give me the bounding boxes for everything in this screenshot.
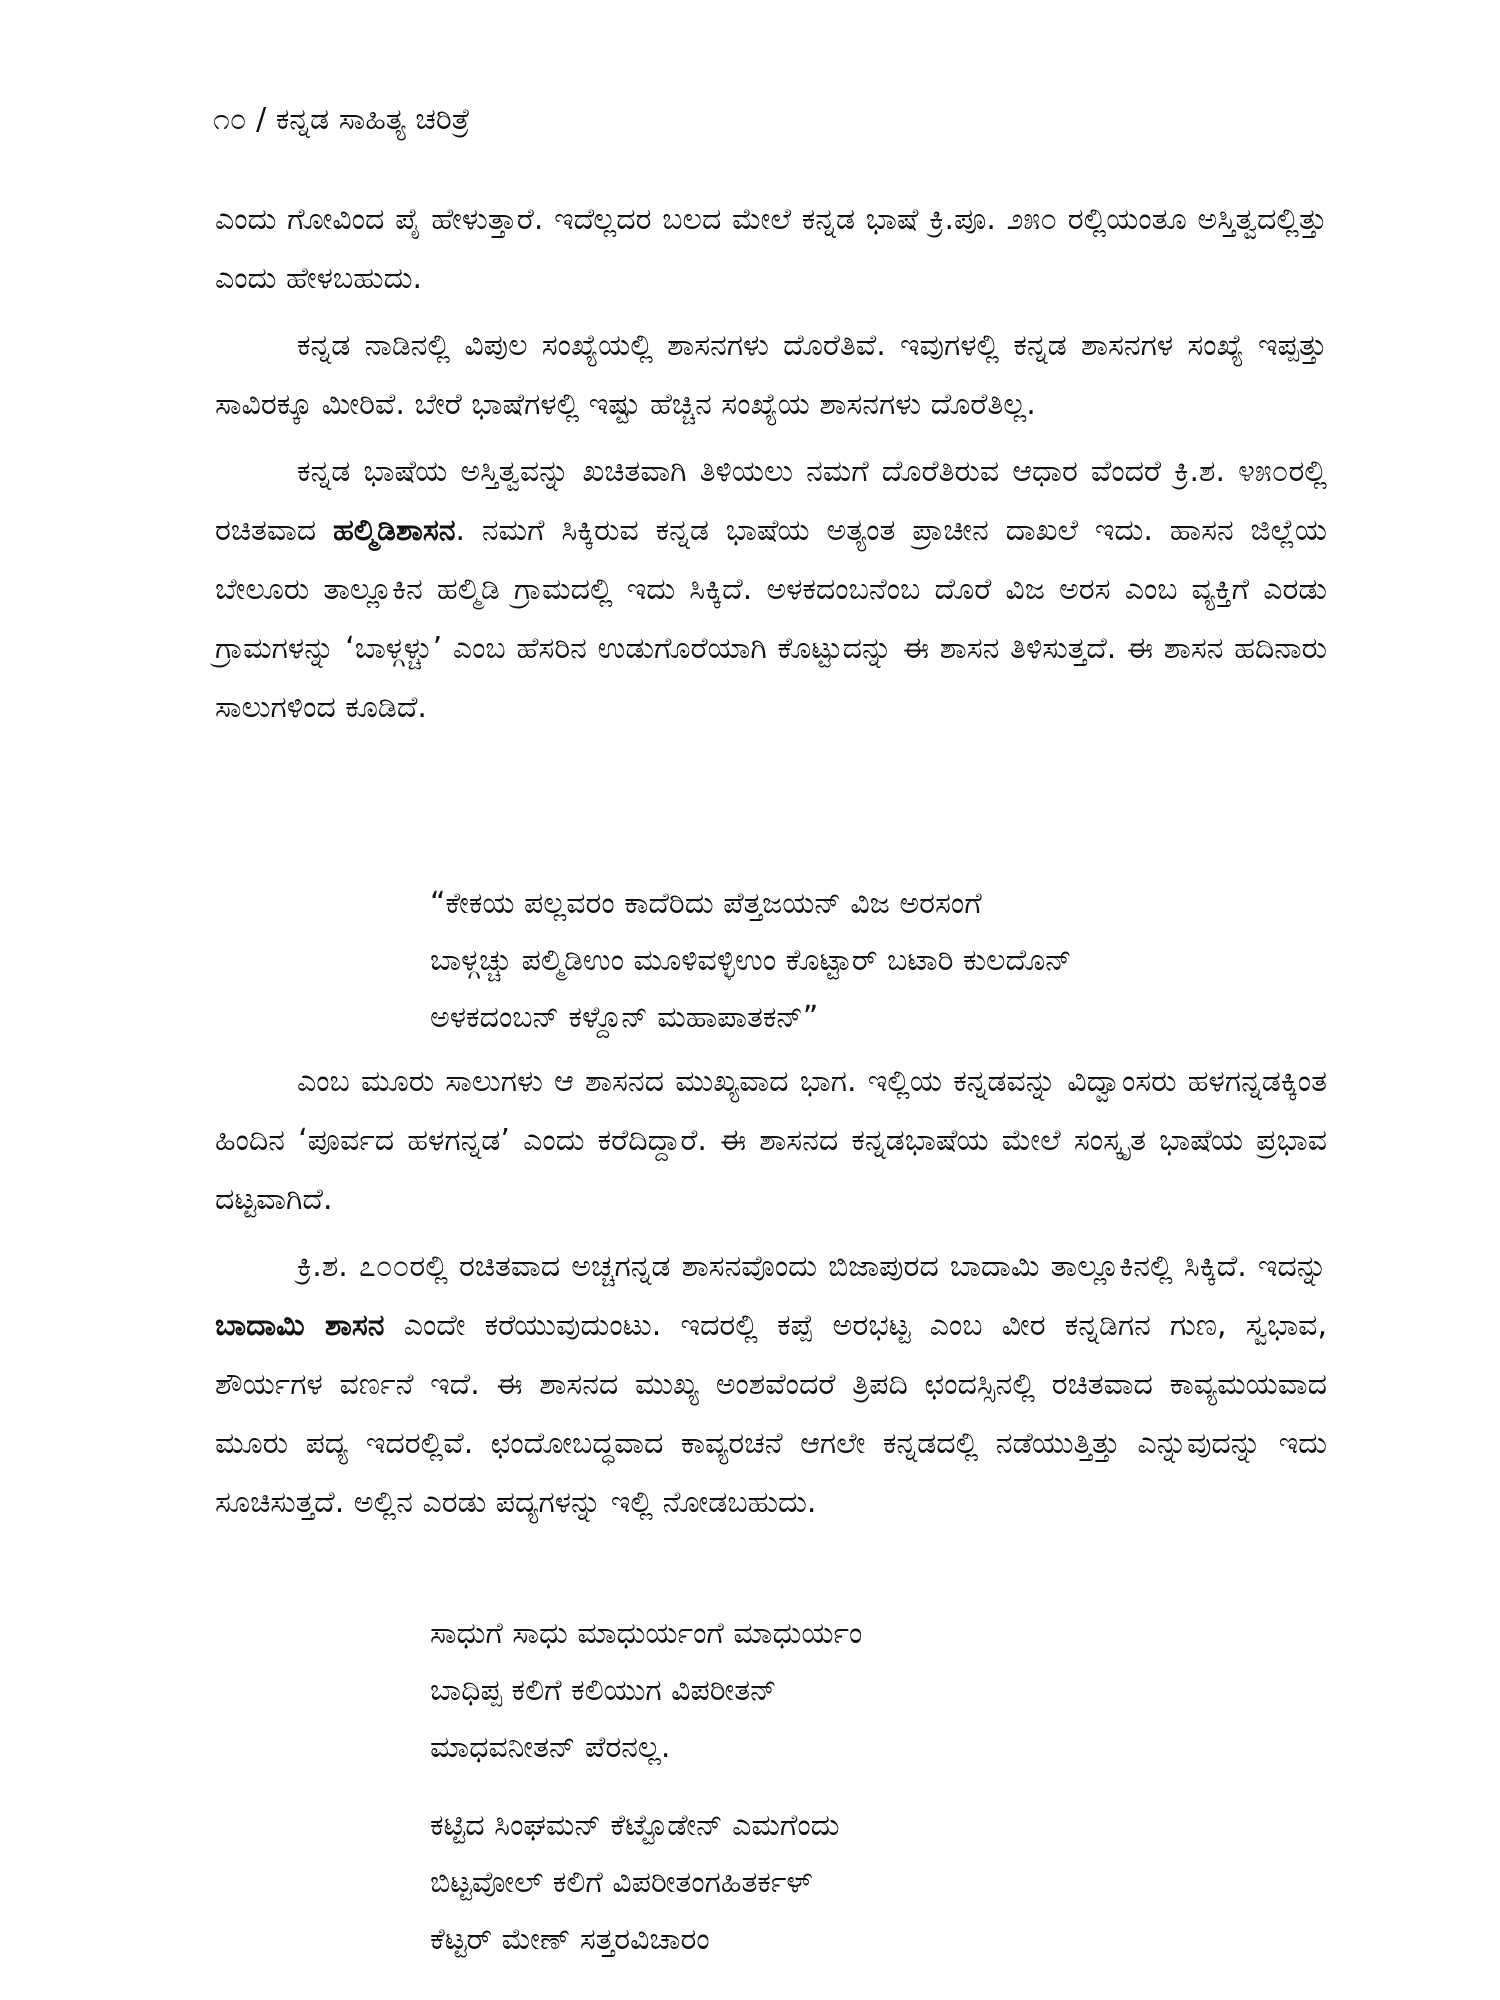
paragraph-3 xyxy=(215,442,1327,737)
verse-one xyxy=(430,1605,862,1776)
badami-inscription-name: ಬಾದಾಮಿ ಶಾಸನ xyxy=(215,1308,385,1343)
page-number: ೧೦ xyxy=(213,102,247,137)
paragraph-1: ಎಂದು ಗೋವಿಂದ ಪೈ ಹೇಳುತ್ತಾರೆ. ಇದೆಲ್ಲದರ ಬಲದ ಮೇಲೆ ಕನ್ನಡ ಭಾಷೆ ಕ್ರಿ.ಪೂ. ೨೫೦ ರಲ್ಲಿಯಂತೂ ಅಸ್ತಿತ್ವದಲ್ಲಿತ್ತು ಎಂದು ಹೇಳಬಹುದು. xyxy=(215,202,1327,296)
running-header xyxy=(213,100,470,140)
verse-line: ಕಟ್ಟಿದ ಸಿಂಘಮನ್ ಕೆಟ್ಟೊಡೇನ್ ಎಮಗೆಂದು xyxy=(430,1808,840,1843)
halmidi-inscription-name: ಹಲ್ಮಿಡಿಶಾಸನ xyxy=(332,513,456,548)
quote-line: “ಕೇಕಯ ಪಲ್ಲವರಂ ಕಾದೆರಿದು ಪೆತ್ತಜಯನ್ ವಿಜ ಅರಸಂಗೆ xyxy=(430,886,982,921)
paragraph-5-text-b: ಎಂದೇ ಕರೆಯುವುದುಂಟು. ಇದರಲ್ಲಿ ಕಪ್ಪೆ ಅರಭಟ್ಟ ಎಂಬ ವೀರ ಕನ್ನಡಿಗನ ಗುಣ, ಸ್ವಭಾವ, ಶೌರ್ಯಗಳ ವರ್ಣನೆ ಇದೆ. ಈ ಶಾಸನದ ಮುಖ್ಯ ಅಂಶವೆಂದರೆ ತ್ರಿಪದಿ ಛಂದಸ್ಸಿನಲ್ಲಿ ರಚಿತವಾದ ಕಾವ್ಯಮಯವಾದ ಮೂರು ಪದ್ಯ ಇದರಲ್ಲಿವೆ. ಛಂದೋಬದ್ಧವಾದ ಕಾವ್ಯರಚನೆ ಆಗಲೇ ಕನ್ನಡದಲ್ಲಿ ನಡೆಯುತ್ತಿತ್ತು ಎನ್ನುವುದನ್ನು ಇದು ಸೂಚಿಸುತ್ತದೆ. ಅಲ್ಲಿನ ಎರಡು ಪದ್ಯಗಳನ್ನು ಇಲ್ಲಿ ನೋಡಬಹುದು. xyxy=(215,1308,1327,1520)
paragraph-4: ಎಂಬ ಮೂರು ಸಾಲುಗಳು ಆ ಶಾಸನದ ಮುಖ್ಯವಾದ ಭಾಗ. ಇಲ್ಲಿಯ ಕನ್ನಡವನ್ನು ವಿದ್ವಾಂಸರು ಹಳಗನ್ನಡಕ್ಕಿಂತ ಹಿಂದಿನ ‘ಪೂರ್ವದ ಹಳಗನ್ನಡ’ ಎಂದು ಕರೆದಿದ್ದಾರೆ. ಈ ಶಾಸನದ ಕನ್ನಡಭಾಷೆಯ ಮೇಲೆ ಸಂಸ್ಕೃತ ಭಾಷೆಯ ಪ್ರಭಾವ ದಟ್ಟವಾಗಿದೆ. xyxy=(215,1064,1327,1217)
verse-line: ಮಾಧವನೀತನ್ ಪೆರನಲ್ಲ. xyxy=(430,1730,671,1765)
verse-line: ಸಾಧುಗೆ ಸಾಧು ಮಾಧುರ್ಯಂಗೆ ಮಾಧುರ್ಯಂ xyxy=(430,1616,863,1651)
paragraph-2: ಕನ್ನಡ ನಾಡಿನಲ್ಲಿ ವಿಪುಲ ಸಂಖ್ಯೆಯಲ್ಲಿ ಶಾಸನಗಳು ದೊರೆತಿವೆ. ಇವುಗಳಲ್ಲಿ ಕನ್ನಡ ಶಾಸನಗಳ ಸಂಖ್ಯೆ ಇಪ್ಪತ್ತು ಸಾವಿರಕ್ಕೂ ಮೀರಿವೆ. ಬೇರೆ ಭಾಷೆಗಳಲ್ಲಿ ಇಷ್ಟು ಹೆಚ್ಚಿನ ಸಂಖ್ಯೆಯ ಶಾಸನಗಳು ದೊರೆತಿಲ್ಲ. xyxy=(215,328,1327,422)
text-block-top xyxy=(215,190,1327,737)
paragraph-3-text-b: . ನಮಗೆ ಸಿಕ್ಕಿರುವ ಕನ್ನಡ ಭಾಷೆಯ ಅತ್ಯಂತ ಪ್ರಾಚೀನ ದಾಖಲೆ ಇದು. ಹಾಸನ ಜಿಲ್ಲೆಯ ಬೇಲೂರು ತಾಲ್ಲೂಕಿನ ಹಲ್ಮಿಡಿ ಗ್ರಾಮದಲ್ಲಿ ಇದು ಸಿಕ್ಕಿದೆ. ಅಳಕದಂಬನೆಂಬ ದೊರೆ ವಿಜ ಅರಸ ಎಂಬ ವ್ಯಕ್ತಿಗೆ ಎರಡು ಗ್ರಾಮಗಳನ್ನು ‘ಬಾಳ್ಗಳ್ಚು’ ಎಂಬ ಹೆಸರಿನ ಉಡುಗೊರೆಯಾಗಿ ಕೊಟ್ಟುದನ್ನು ಈ ಶಾಸನ ತಿಳಿಸುತ್ತದೆ. ಈ ಶಾಸನ ಹದಿನಾರು ಸಾಲುಗಳಿಂದ ಕೂಡಿದೆ. xyxy=(215,513,1328,725)
quote-line: ಅಳಕದಂಬನ್ ಕಳ್ದೊನ್ ಮಹಾಪಾತಕನ್” xyxy=(430,1000,819,1035)
paragraph-5 xyxy=(215,1237,1327,1532)
verse-line: ಬಾಧಿಪ್ಪ ಕಲಿಗೆ ಕಲಿಯುಗ ವಿಪರೀತನ್ xyxy=(430,1673,777,1708)
verse-two xyxy=(430,1797,840,1968)
paragraph-3-text-a: ಕನ್ನಡ ಭಾಷೆಯ ಅಸ್ತಿತ್ವವನ್ನು ಖಚಿತವಾಗಿ ತಿಳಿಯಲು ನಮಗೆ ದೊರೆತಿರುವ ಆಧಾರ ವೆಂದರೆ ಕ್ರಿ.ಶ. ೪೫೦ರಲ್ಲಿ ರಚಿತವಾದ xyxy=(215,454,1327,548)
text-block-bottom xyxy=(215,1052,1327,1532)
paragraph-5-text-a: ಕ್ರಿ.ಶ. ೭೦೦ರಲ್ಲಿ ರಚಿತವಾದ ಅಚ್ಚಗನ್ನಡ ಶಾಸನವೊಂದು ಬಿಜಾಪುರದ ಬಾದಾಮಿ ತಾಲ್ಲೂಕಿನಲ್ಲಿ ಸಿಕ್ಕಿದೆ. ಇದನ್ನು xyxy=(297,1249,1327,1284)
halmidi-quote xyxy=(430,875,1072,1046)
book-title: ಕನ್ನಡ ಸಾಹಿತ್ಯ ಚರಿತ್ರೆ xyxy=(275,102,471,137)
header-separator: / xyxy=(256,102,267,137)
verse-line: ಬಿಟ್ಟವೋಲ್ ಕಲಿಗೆ ವಿಪರೀತಂಗಹಿತರ್ಕಳ್ xyxy=(430,1865,813,1900)
verse-line: ಕೆಟ್ಟರ್ ಮೇಣ್ ಸತ್ತರವಿಚಾರಂ xyxy=(430,1922,710,1957)
quote-line: ಬಾಳ್ಗಚ್ಚು ಪಲ್ಮಿಡಿಉಂ ಮೂಳಿವಳ್ಳಿಉಂ ಕೊಟ್ಟಾರ್ ಬಟಾರಿ ಕುಲದೊನ್ xyxy=(430,943,1072,978)
